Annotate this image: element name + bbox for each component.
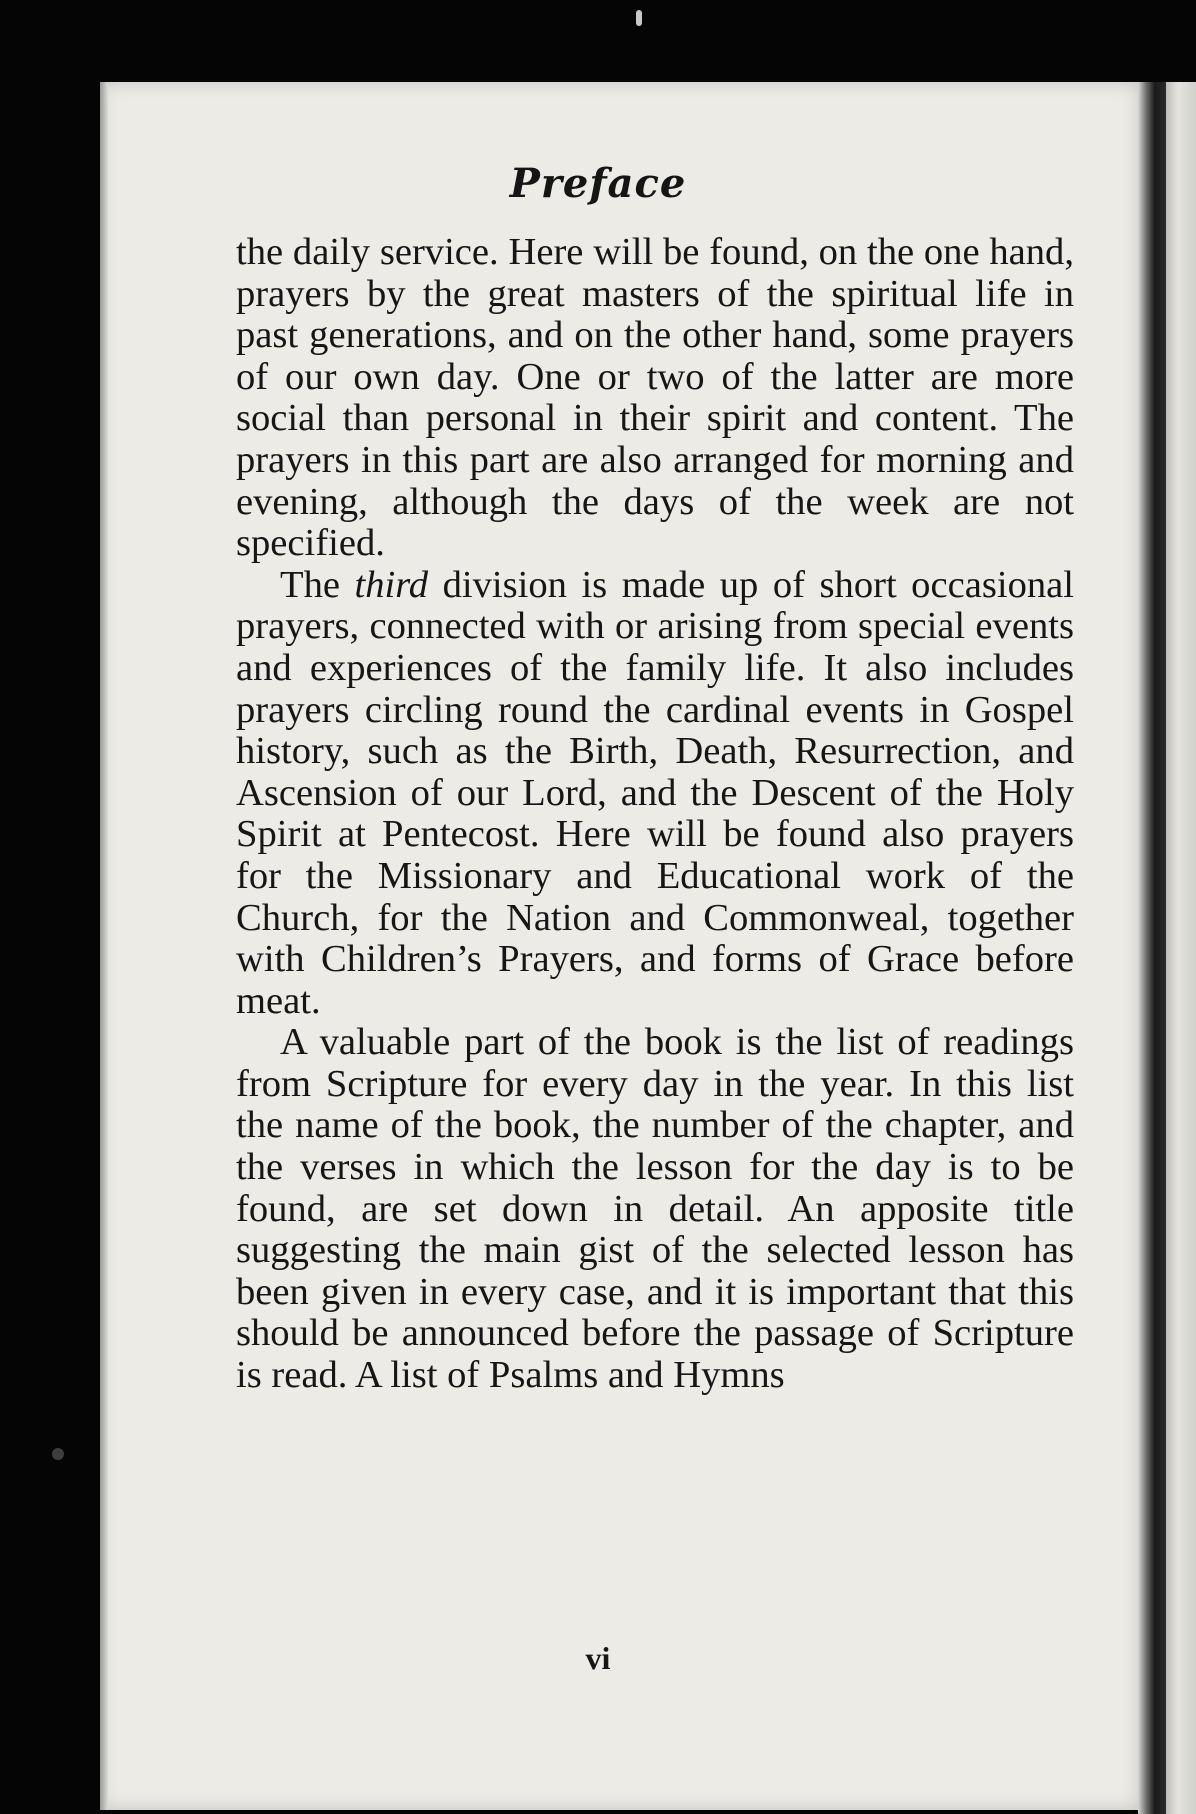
scan-speck xyxy=(636,10,642,26)
emphasized-word: third xyxy=(354,563,429,606)
running-header: Preface xyxy=(509,160,687,207)
book-spine xyxy=(1138,82,1166,1814)
scan-speck xyxy=(52,1448,64,1460)
paragraph xyxy=(236,565,1074,1023)
paragraph: the daily service. Here will be found, on the one hand, prayers by the great masters of the spiritual life in past generations, and on the other hand, some prayers of our own day. One or two of the latter are more social than personal in their spirit and content. The prayers in this part are also arranged for morning and evening, although the days of the week are not specified. xyxy=(236,231,1074,565)
facing-page-edge xyxy=(1166,82,1196,1814)
paragraph: A valuable part of the book is the list of readings from Scripture for every day in the year. In this list the name of the book, the number of the chapter, and the verses in which the lesson for the day is to be found, are set down in detail. An apposite title suggesting the main gist of the selected lesson has been given in every case, and it is important that this should be announced before the passage of Scripture is read. A list of Psalms and Hymns xyxy=(236,1021,1074,1397)
page-edge xyxy=(100,82,108,1810)
page-number: vi xyxy=(585,1640,611,1676)
body-text xyxy=(236,232,1074,1397)
paragraph-text: division is made up of short occasional prayers, connected with or arising from special events and experiences of the family life. It also includes prayers circling round the cardinal events in Gospel history, such as the Birth, Death, Resurrection, and Ascension of our Lord, and the Descent of the Holy Spirit at Pentecost. Here will be found also prayers for the Missionary and Educational work of the Church, for the Nation and Commonweal, together with Children’s Prayers, and forms of Grace before meat. xyxy=(236,563,1074,1022)
paragraph-text: The xyxy=(280,563,355,606)
